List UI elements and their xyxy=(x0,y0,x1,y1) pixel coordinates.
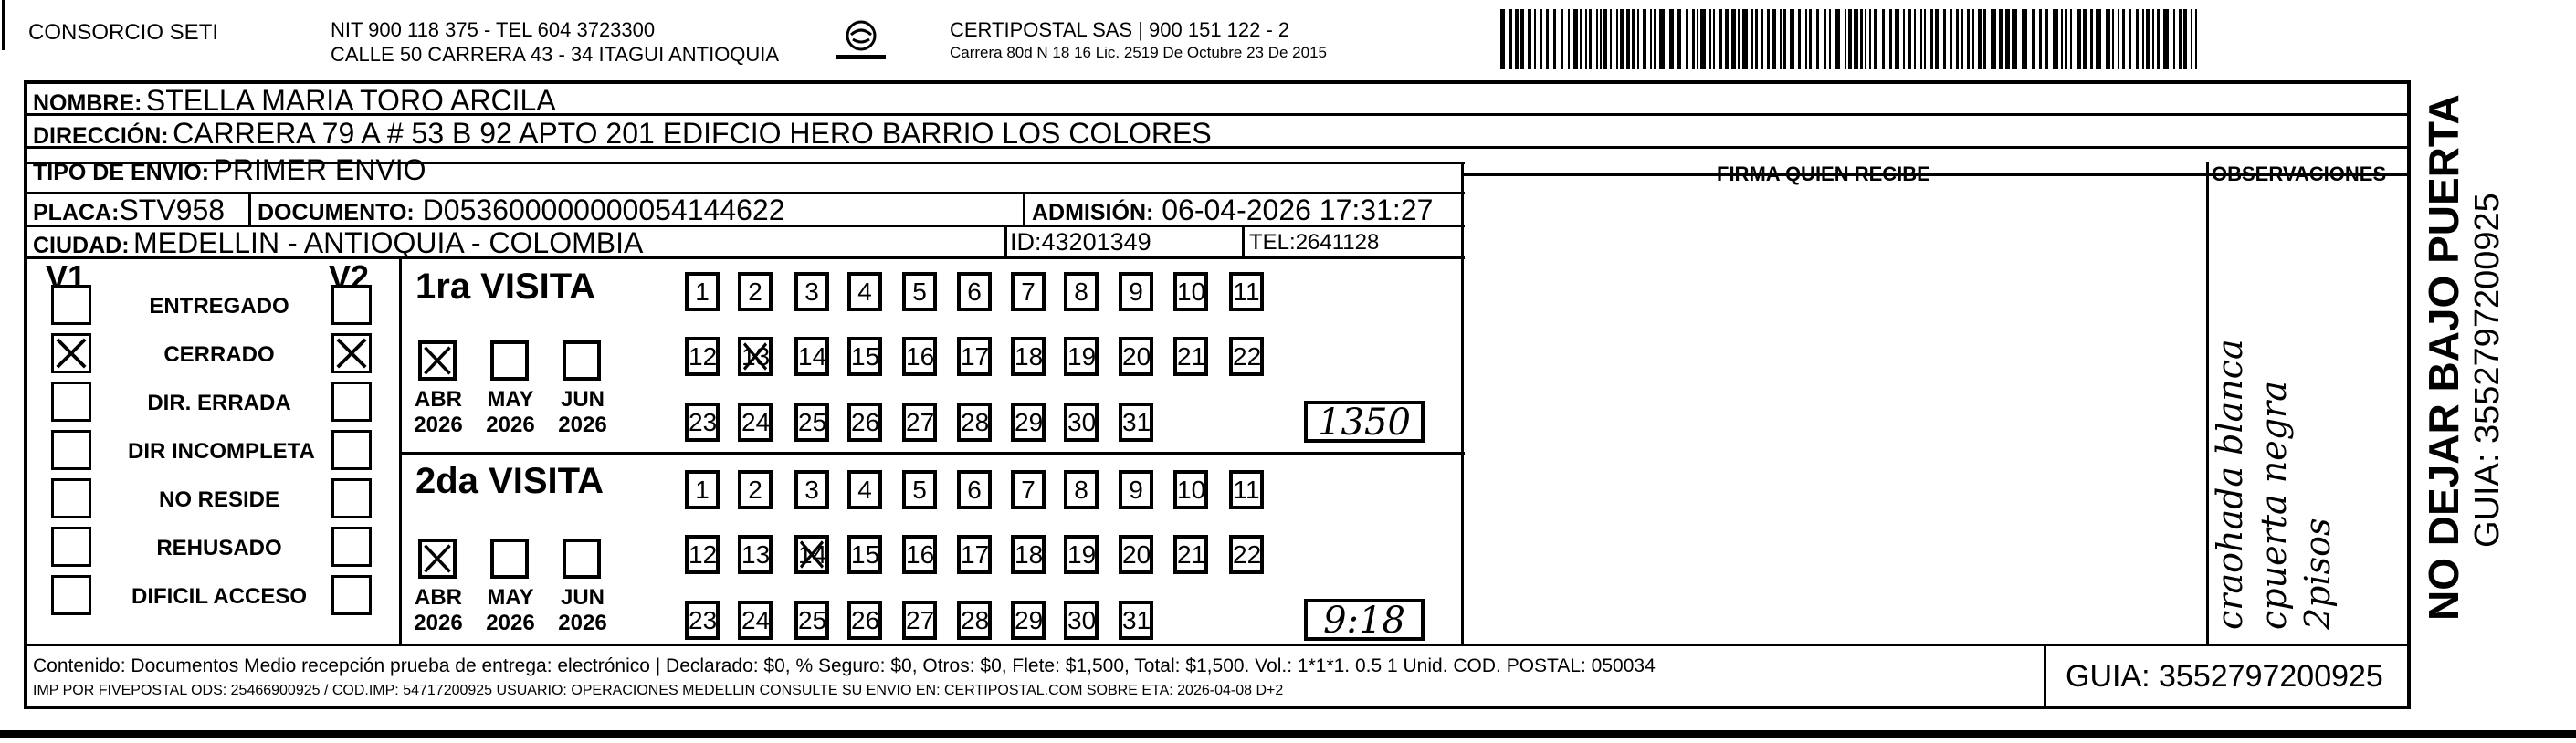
barcode xyxy=(1500,9,2203,69)
barcode-bar xyxy=(1967,9,1970,69)
company-name: CONSORCIO SETI xyxy=(28,20,219,45)
barcode-bar xyxy=(1500,9,1505,69)
barcode-bar xyxy=(1854,9,1858,69)
barcode-bar xyxy=(1632,9,1635,69)
signature-header: FIRMA QUIEN RECIBE xyxy=(1717,162,1930,185)
visit1-time-box[interactable]: 1350 xyxy=(1304,401,1425,443)
barcode-bar xyxy=(2146,9,2150,69)
barcode-bar xyxy=(1809,9,1812,69)
observation-line-3: 2pisos xyxy=(2297,518,2338,630)
visit2-month-label: ABR xyxy=(415,585,462,610)
visit2-month-box[interactable] xyxy=(490,539,529,579)
status-label: DIR INCOMPLETA xyxy=(128,439,315,464)
barcode-bar xyxy=(2012,9,2017,69)
address-line: CALLE 50 CARRERA 43 - 34 ITAGUI ANTIOQUIA xyxy=(331,43,780,66)
barcode-bar xyxy=(1546,9,1549,69)
visit2-day-box[interactable]: 16 xyxy=(902,535,937,574)
document-value: D053600000000054144622 xyxy=(422,194,785,226)
name-row xyxy=(33,84,556,118)
admission-label: ADMISIÓN: xyxy=(1032,200,1154,225)
visit2-month-label: MAY xyxy=(487,585,534,610)
barcode-bar xyxy=(1943,9,1946,69)
visit2-day-box[interactable]: 6 xyxy=(957,470,992,509)
barcode-bar xyxy=(1835,9,1840,69)
barcode-bar xyxy=(2152,9,2154,69)
visit1-month-label: MAY xyxy=(487,387,534,412)
observation-line-1: craohada blanca xyxy=(2210,339,2250,630)
visit2-day-box[interactable]: 22 xyxy=(1229,535,1264,574)
barcode-bar xyxy=(1991,9,1996,69)
visit1-day-box[interactable]: 3 xyxy=(794,272,829,311)
barcode-bar xyxy=(2005,9,2010,69)
barcode-bar xyxy=(2070,9,2072,69)
visit2-time-box[interactable]: 9:18 xyxy=(1304,599,1425,641)
visit1-year-label: 2026 xyxy=(414,413,463,437)
barcode-bar xyxy=(1534,9,1536,69)
visit2-day-box[interactable]: 19 xyxy=(1064,535,1099,574)
visit2-title: 2da VISITA xyxy=(415,461,604,501)
barcode-bar xyxy=(1637,9,1639,69)
visit1-title: 1ra VISITA xyxy=(415,267,596,307)
visit1-day-box[interactable]: 2 xyxy=(738,272,773,311)
barcode-bar xyxy=(1654,9,1656,69)
barcode-bar xyxy=(2118,9,2119,69)
visit2-day-box[interactable]: 23 xyxy=(685,601,720,640)
barcode-bar xyxy=(1515,9,1519,69)
plate-divider xyxy=(248,192,251,225)
v2-checkbox[interactable] xyxy=(331,575,372,615)
barcode-bar xyxy=(1882,9,1885,69)
visit1-day-box[interactable]: 28 xyxy=(957,403,992,442)
visit1-day-box[interactable]: 1 xyxy=(685,272,720,311)
visit2-month-label: JUN xyxy=(560,585,605,610)
barcode-bar xyxy=(1860,9,1863,69)
tel-value: 2641128 xyxy=(1295,230,1380,255)
visit1-day-box[interactable]: 16 xyxy=(902,337,937,376)
barcode-bar xyxy=(1738,9,1740,69)
courier-name: CERTIPOSTAL SAS | 900 151 122 - 2 xyxy=(950,18,1290,41)
visit2-month-box[interactable] xyxy=(563,539,601,579)
v1-label: V1 xyxy=(46,258,87,296)
v1-checkbox[interactable] xyxy=(51,285,91,325)
barcode-bar xyxy=(1874,9,1877,69)
barcode-bar xyxy=(1956,9,1959,69)
visit-divider-line xyxy=(399,452,1465,455)
visit2-day-box[interactable]: 17 xyxy=(957,535,992,574)
barcode-bar xyxy=(1603,9,1607,69)
city-label: CIUDAD: xyxy=(33,233,130,258)
address-label: DIRECCIÓN: xyxy=(33,123,169,149)
barcode-bar xyxy=(1742,9,1748,69)
barcode-bar xyxy=(1845,9,1846,69)
barcode-bar xyxy=(2022,9,2027,69)
barcode-bar xyxy=(2112,9,2114,69)
visit1-day-box[interactable]: 29 xyxy=(1011,403,1046,442)
observations-header: OBSERVACIONES xyxy=(2212,162,2387,185)
v1-checkbox[interactable] xyxy=(51,575,91,615)
visit2-day-box[interactable]: 25 xyxy=(794,601,829,640)
print-info-line: IMP POR FIVEPOSTAL ODS: 25466900925 / COD.IMP: 54717200925 USUARIO: OPERACIONES MEDELLIN CONSULTE SU ENVIO EN: CERTIPOSTAL.COM SOBRE ETA: 2026-04-08 D+2 xyxy=(33,683,1284,698)
barcode-bar xyxy=(1895,9,1899,69)
visit2-day-box[interactable]: 3 xyxy=(794,470,829,509)
v2-checkbox[interactable] xyxy=(331,333,372,373)
visit2-day-box[interactable]: 7 xyxy=(1011,470,1046,509)
observations-handwriting xyxy=(2208,155,2427,630)
barcode-bar xyxy=(2077,9,2081,69)
visit2-day-box[interactable]: 10 xyxy=(1173,470,1208,509)
barcode-bar xyxy=(1751,9,1753,69)
barcode-bar xyxy=(1978,9,1982,69)
visit2-day-box[interactable]: 21 xyxy=(1173,535,1208,574)
visit2-day-box[interactable]: 1 xyxy=(685,470,720,509)
barcode-bar xyxy=(2142,9,2144,69)
barcode-bar xyxy=(1972,9,1974,69)
barcode-bar xyxy=(2157,9,2160,69)
visit2-day-box[interactable]: 4 xyxy=(847,470,882,509)
plate-value: STV958 xyxy=(119,194,226,226)
status-label: REHUSADO xyxy=(156,536,282,560)
certipostal-logo xyxy=(833,18,889,66)
left-edge-line xyxy=(2,0,5,50)
status-label: CERRADO xyxy=(163,342,275,367)
visit1-day-box[interactable]: 5 xyxy=(902,272,937,311)
no-under-door-warning: NO DEJAR BAJO PUERTA xyxy=(2420,94,2467,621)
barcode-bar xyxy=(1616,9,1618,69)
barcode-bar xyxy=(1914,9,1916,69)
type-row xyxy=(33,153,426,187)
visit2-day-box[interactable]: 30 xyxy=(1064,601,1099,640)
visit2-day-box[interactable]: 15 xyxy=(847,535,882,574)
visit1-day-box[interactable]: 4 xyxy=(847,272,882,311)
v1-checkbox[interactable] xyxy=(51,430,91,470)
visit2-day-box[interactable]: 20 xyxy=(1119,535,1153,574)
barcode-bar xyxy=(1600,9,1602,69)
barcode-bar xyxy=(2173,9,2175,69)
x-mark xyxy=(798,539,825,570)
barcode-bar xyxy=(1869,9,1871,69)
visit1-day-box[interactable]: 20 xyxy=(1119,337,1153,376)
visit2-day-box[interactable]: 5 xyxy=(902,470,937,509)
barcode-bar xyxy=(1783,9,1786,69)
barcode-bar xyxy=(1772,9,1776,69)
status-label: DIFICIL ACCESO xyxy=(131,584,307,609)
barcode-bar xyxy=(1589,9,1592,69)
barcode-bar xyxy=(2136,9,2139,69)
barcode-bar xyxy=(1573,9,1578,69)
x-mark xyxy=(741,340,769,372)
visit1-day-box[interactable]: 7 xyxy=(1011,272,1046,311)
visit2-year-label: 2026 xyxy=(558,611,607,635)
address-row xyxy=(33,117,1212,151)
v1-checkbox[interactable] xyxy=(51,382,91,422)
id-divider xyxy=(1004,225,1007,256)
barcode-bar xyxy=(1798,9,1801,69)
visit2-day-box[interactable]: 29 xyxy=(1011,601,1046,640)
visit1-day-box[interactable]: 6 xyxy=(957,272,992,311)
visit2-year-label: 2026 xyxy=(486,611,535,635)
visit1-day-box[interactable]: 30 xyxy=(1064,403,1099,442)
visit1-month-box[interactable] xyxy=(563,340,601,381)
status-label: NO RESIDE xyxy=(158,487,280,512)
barcode-bar xyxy=(1805,9,1807,69)
type-label: TIPO DE ENVIO: xyxy=(33,160,210,185)
barcode-bar xyxy=(1790,9,1794,69)
barcode-bar xyxy=(1725,9,1729,69)
barcode-bar xyxy=(1692,9,1695,69)
barcode-bar xyxy=(1585,9,1587,69)
visit2-day-box[interactable]: 24 xyxy=(738,601,773,640)
visit2-day-box[interactable]: 28 xyxy=(957,601,992,640)
name-label: NOMBRE: xyxy=(33,90,142,116)
document-row xyxy=(258,194,785,227)
barcode-bar xyxy=(2065,9,2067,69)
plate-label: PLACA: xyxy=(33,200,120,225)
visit1-day-box[interactable]: 27 xyxy=(902,403,937,442)
barcode-bar xyxy=(1659,9,1665,69)
shipment-type: PRIMER ENVIO xyxy=(213,153,426,186)
visit1-day-box[interactable]: 13 xyxy=(738,337,773,376)
barcode-bar xyxy=(1568,9,1570,69)
barcode-bar xyxy=(1920,9,1922,69)
barcode-bar xyxy=(1961,9,1963,69)
barcode-bar xyxy=(1930,9,1933,69)
status-divider xyxy=(399,256,402,644)
visit1-year-label: 2026 xyxy=(486,413,535,437)
barcode-bar xyxy=(1755,9,1758,69)
barcode-bar xyxy=(2122,9,2125,69)
admission-value: 06-04-2026 17:31:27 xyxy=(1162,194,1434,226)
bottom-edge-line xyxy=(0,730,2576,738)
barcode-bar xyxy=(1520,9,1524,69)
courier-address: Carrera 80d N 18 16 Lic. 2519 De Octubre 23 De 2015 xyxy=(950,44,1327,61)
v2-checkbox[interactable] xyxy=(331,478,372,518)
visit1-day-box[interactable]: 23 xyxy=(685,403,720,442)
barcode-bar xyxy=(1669,9,1674,69)
visit2-year-label: 2026 xyxy=(414,611,463,635)
barcode-bar xyxy=(1677,9,1681,69)
visit2-day-box[interactable]: 11 xyxy=(1229,470,1264,509)
tel-label: TEL: xyxy=(1249,230,1296,255)
barcode-bar xyxy=(1889,9,1892,69)
nit-line: NIT 900 118 375 - TEL 604 3723300 xyxy=(331,18,656,41)
visit2-day-box[interactable]: 31 xyxy=(1119,601,1153,640)
barcode-bar xyxy=(1950,9,1952,69)
visit1-day-box[interactable]: 25 xyxy=(794,403,829,442)
visit1-day-box[interactable]: 22 xyxy=(1229,337,1264,376)
visit1-day-box[interactable]: 11 xyxy=(1229,272,1264,311)
tel-row xyxy=(1249,230,1379,256)
barcode-bar xyxy=(1528,9,1531,69)
barcode-bar xyxy=(2039,9,2042,69)
recipient-name: STELLA MARIA TORO ARCILA xyxy=(145,84,556,117)
x-mark xyxy=(422,344,453,377)
tel-divider xyxy=(1242,225,1245,256)
side-guia: GUIA: 3552797200925 xyxy=(2468,193,2507,548)
visit2-day-box[interactable]: 2 xyxy=(738,470,773,509)
visit2-day-box[interactable]: 8 xyxy=(1064,470,1099,509)
v2-label: V2 xyxy=(329,258,370,296)
visit1-day-box[interactable]: 14 xyxy=(794,337,829,376)
v2-checkbox[interactable] xyxy=(331,285,372,325)
barcode-bar xyxy=(1719,9,1722,69)
barcode-bar xyxy=(1829,9,1831,69)
barcode-bar xyxy=(1700,9,1706,69)
status-label: DIR. ERRADA xyxy=(147,391,291,415)
id-label: ID: xyxy=(1010,228,1042,256)
visit1-day-box[interactable]: 24 xyxy=(738,403,773,442)
barcode-bar xyxy=(1643,9,1646,69)
v2-checkbox[interactable] xyxy=(331,430,372,470)
barcode-bar xyxy=(1709,9,1711,69)
contents-line: Contenido: Documentos Medio recepción prueba de entrega: electrónico | Declarado: $0, % Seguro: $0, Otros: $0, Flete: $1,500, Total: $1,500. Vol.: 1*1*1. 0.5 1 Unid. COD. POSTAL: 050034 xyxy=(33,655,1656,676)
visit1-month-label: ABR xyxy=(415,387,462,412)
barcode-bar xyxy=(1731,9,1736,69)
barcode-bar xyxy=(1580,9,1582,69)
visit1-month-label: JUN xyxy=(560,387,605,412)
barcode-bar xyxy=(2129,9,2131,69)
document-label: DOCUMENTO: xyxy=(258,200,415,225)
footer-line xyxy=(24,644,2411,646)
visit2-day-box[interactable]: 13 xyxy=(738,535,773,574)
barcode-bar xyxy=(1540,9,1542,69)
x-mark xyxy=(334,336,369,371)
id-value: 43201349 xyxy=(1041,228,1151,256)
barcode-bar xyxy=(2045,9,2048,69)
barcode-bar xyxy=(1816,9,1819,69)
barcode-bar xyxy=(2053,9,2058,69)
visit1-day-box[interactable]: 19 xyxy=(1064,337,1099,376)
barcode-bar xyxy=(1761,9,1763,69)
visit1-year-label: 2026 xyxy=(558,413,607,437)
barcode-bar xyxy=(2096,9,2101,69)
barcode-bar xyxy=(2090,9,2093,69)
barcode-bar xyxy=(1686,9,1688,69)
plate-row xyxy=(33,194,225,227)
visit2-day-box[interactable]: 27 xyxy=(902,601,937,640)
visit1-day-box[interactable]: 26 xyxy=(847,403,882,442)
visit2-day-box[interactable]: 12 xyxy=(685,535,720,574)
barcode-bar xyxy=(1924,9,1926,69)
signature-left-line xyxy=(1461,162,1464,644)
barcode-bar xyxy=(1713,9,1715,69)
barcode-bar xyxy=(2183,9,2187,69)
visit1-day-box[interactable]: 21 xyxy=(1173,337,1208,376)
city-row xyxy=(33,226,643,260)
visit2-day-box[interactable]: 18 xyxy=(1011,535,1046,574)
city-value: MEDELLIN - ANTIOQUIA - COLOMBIA xyxy=(133,226,644,259)
x-mark xyxy=(422,542,453,575)
barcode-bar xyxy=(2061,9,2063,69)
barcode-bar xyxy=(1697,9,1698,69)
visit1-day-box[interactable]: 10 xyxy=(1173,272,1208,311)
barcode-bar xyxy=(1561,9,1563,69)
v2-checkbox[interactable] xyxy=(331,382,372,422)
barcode-bar xyxy=(2179,9,2182,69)
x-mark xyxy=(54,336,89,371)
barcode-bar xyxy=(2191,9,2192,69)
footer-guia-divider xyxy=(2044,644,2046,709)
visit1-month-box[interactable] xyxy=(490,340,529,381)
visit1-day-box[interactable]: 9 xyxy=(1119,272,1153,311)
visit2-day-box[interactable]: 26 xyxy=(847,601,882,640)
v1-checkbox[interactable] xyxy=(51,478,91,518)
barcode-bar xyxy=(1935,9,1939,69)
visit2-month-box[interactable] xyxy=(418,539,457,579)
recipient-address: CARRERA 79 A # 53 B 92 APTO 201 EDIFCIO HERO BARRIO LOS COLORES xyxy=(173,117,1212,150)
barcode-bar xyxy=(1553,9,1556,69)
admission-row xyxy=(1032,194,1433,227)
barcode-bar xyxy=(1596,9,1598,69)
barcode-bar xyxy=(1626,9,1630,69)
barcode-bar xyxy=(2163,9,2169,69)
barcode-bar xyxy=(1610,9,1612,69)
admission-divider xyxy=(1023,192,1025,225)
barcode-bar xyxy=(1865,9,1866,69)
barcode-bar xyxy=(2032,9,2035,69)
visit2-day-box[interactable]: 9 xyxy=(1119,470,1153,509)
visit1-day-box[interactable]: 12 xyxy=(685,337,720,376)
visit1-day-box[interactable]: 15 xyxy=(847,337,882,376)
barcode-bar xyxy=(1999,9,2003,69)
visit1-day-box[interactable]: 8 xyxy=(1064,272,1099,311)
barcode-bar xyxy=(1848,9,1852,69)
v2-checkbox[interactable] xyxy=(331,527,372,567)
barcode-bar xyxy=(1767,9,1770,69)
visit1-month-box[interactable] xyxy=(418,340,457,381)
barcode-bar xyxy=(1509,9,1512,69)
barcode-bar xyxy=(1620,9,1624,69)
visit1-day-box[interactable]: 17 xyxy=(957,337,992,376)
barcode-bar xyxy=(1903,9,1905,69)
visit1-day-box[interactable]: 31 xyxy=(1119,403,1153,442)
footer-guia: GUIA: 3552797200925 xyxy=(2066,659,2383,694)
status-label: ENTREGADO xyxy=(149,294,289,319)
v1-checkbox[interactable] xyxy=(51,333,91,373)
barcode-bar xyxy=(1908,9,1911,69)
visit1-day-box[interactable]: 18 xyxy=(1011,337,1046,376)
visit2-day-box[interactable]: 14 xyxy=(794,535,829,574)
v1-checkbox[interactable] xyxy=(51,527,91,567)
id-row xyxy=(1010,228,1151,256)
barcode-bar xyxy=(2195,9,2197,69)
barcode-bar xyxy=(2106,9,2110,69)
barcode-bar xyxy=(2083,9,2087,69)
barcode-bar xyxy=(1983,9,1986,69)
barcode-bar xyxy=(1650,9,1652,69)
observation-line-2: cpuerta negra xyxy=(2254,381,2294,630)
barcode-bar xyxy=(1824,9,1826,69)
barcode-bar xyxy=(1780,9,1782,69)
